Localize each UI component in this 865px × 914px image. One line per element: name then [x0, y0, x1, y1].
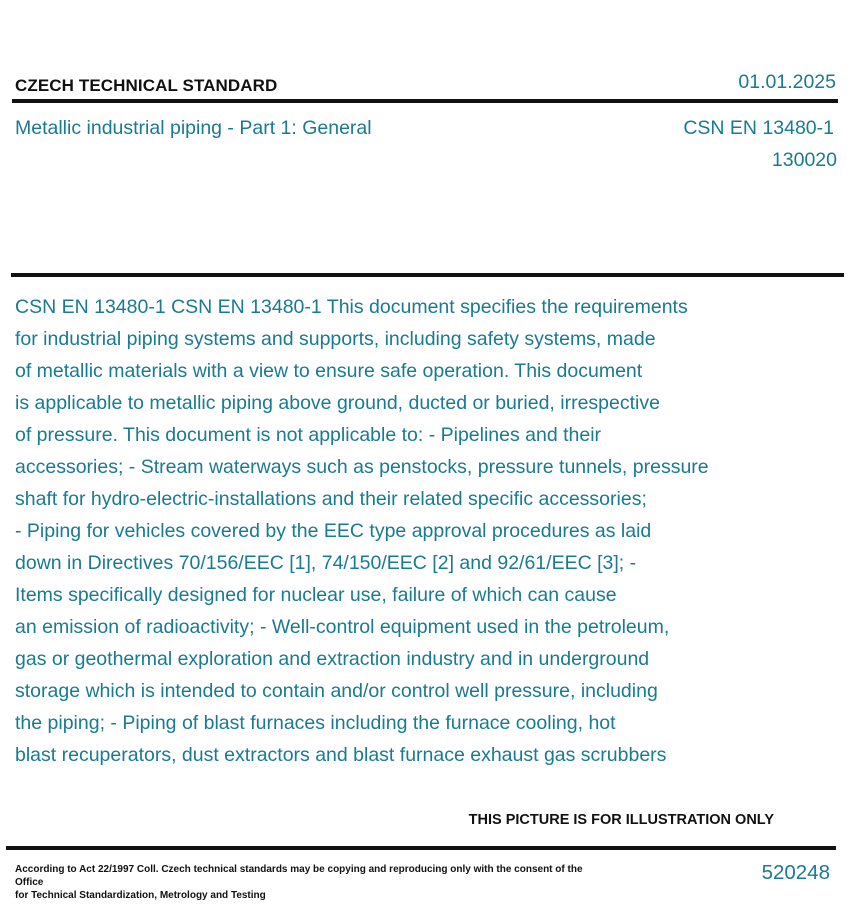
- section-rule: [11, 273, 844, 277]
- header-date: 01.01.2025: [738, 71, 836, 93]
- document-abstract: CSN EN 13480-1 CSN EN 13480-1 This document specifies the requirements for industrial piping systems and supports, including safety systems, made of metallic materials with a view to ensure safe operation. This document is applicable to metallic piping above ground, ducted or buried, irrespective of pressure. This document is not applicable to: - Pipelines and their accessories; - Stream waterways such as penstocks, pressure tunnels, pressure shaft for hydro-electric-installations and their related specific accessories; - Piping for vehicles covered by the EEC type approval procedures as laid down in Directives 70/156/EEC [1], 74/150/EEC [2] and 92/61/EEC [3]; - Items specifically designed for nuclear use, failure of which can cause an emission of radioactivity; - Well-control equipment used in the petroleum, gas or geothermal exploration and extraction industry and in underground storage which is intended to contain and/or control well pressure, including the piping; - Piping of blast furnaces including the furnace cooling, hot blast recuperators, dust extractors and blast furnace exhaust gas scrubbers: [15, 296, 709, 766]
- document-code: CSN EN 13480-1: [683, 117, 834, 139]
- document-title: Metallic industrial piping - Part 1: General: [15, 117, 372, 139]
- document-number: 520248: [761, 861, 830, 884]
- header-title: CZECH TECHNICAL STANDARD: [15, 76, 278, 95]
- header-rule: [12, 99, 838, 103]
- legal-notice: According to Act 22/1997 Coll. Czech technical standards may be copying and reproducing only with the consent of the Office for Technical Standardization, Metrology and Testing: [15, 864, 583, 901]
- footer-rule: [6, 846, 836, 850]
- illustration-note: THIS PICTURE IS FOR ILLUSTRATION ONLY: [468, 812, 774, 828]
- document-classification: 130020: [771, 149, 837, 171]
